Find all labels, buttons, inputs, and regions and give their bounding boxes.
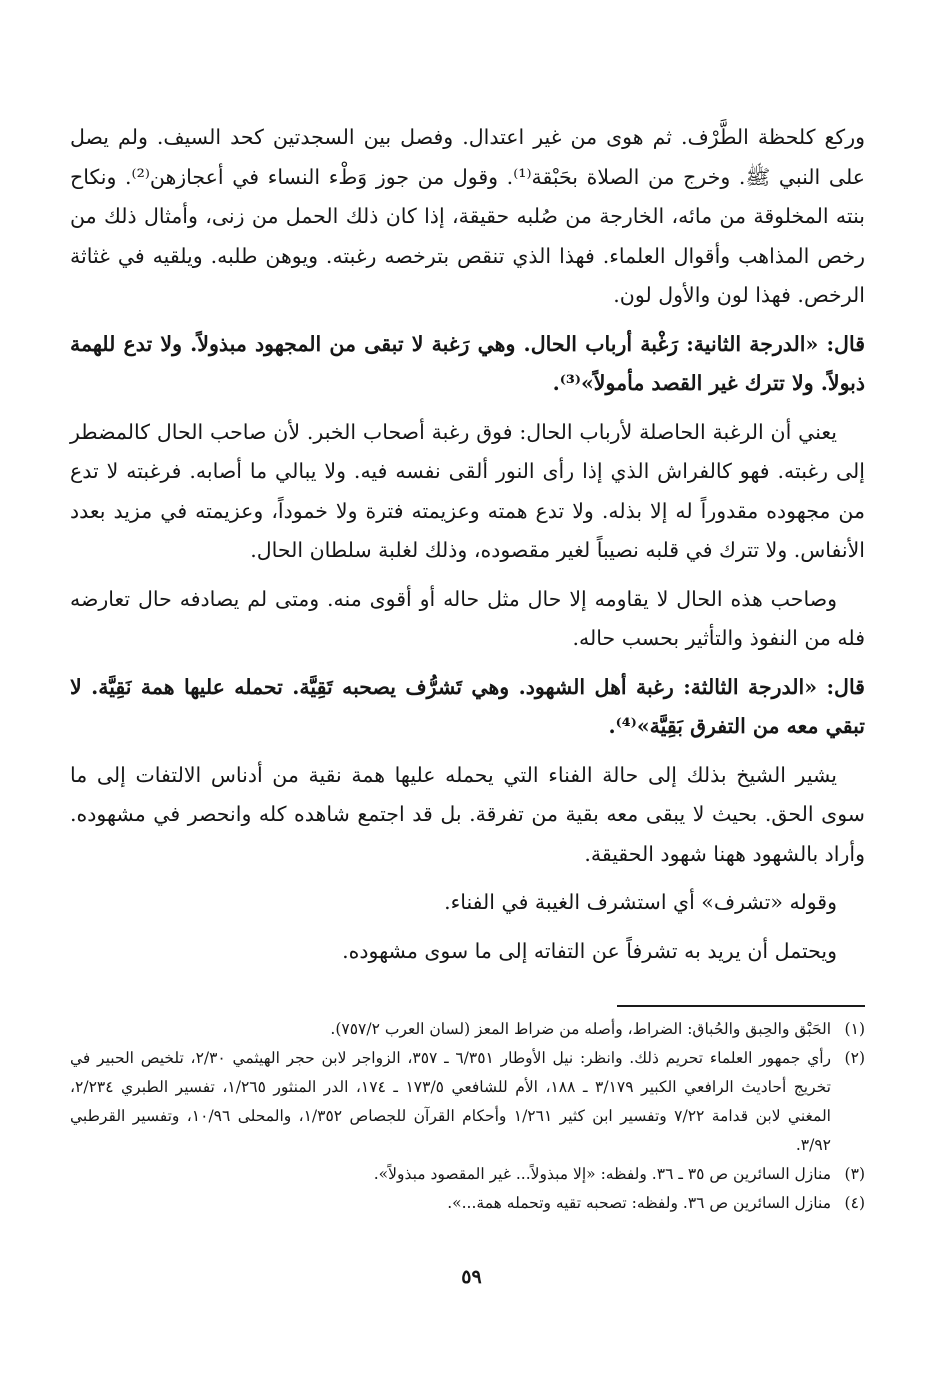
main-text xyxy=(70,118,865,971)
paragraph-3: يعني أن الرغبة الحاصلة لأرباب الحال: فوق رغبة أصحاب الخبر. لأن صاحب الحال كالمضطر إلى رغبته. فهو كالفراش الذي إذا رأى النور ألقى نفسه فيه. ولا يبالي ما أصابه. فرغبته لا تدع من مجهوده مقدوراً له إلا بذله. ولا تدع همته وعزيمته فترة ولا خموداً، وعزيمته في مزيد بعدد الأنفاس. ولا تترك في قلبه نصيباً لغير مقصوده، وذلك لغلبة سلطان الحال. xyxy=(70,419,865,562)
footnote-3 xyxy=(70,1160,865,1189)
footnote-number: (٣) xyxy=(844,1165,865,1183)
footnote-number: (٢) xyxy=(844,1049,865,1067)
footnote-text: رأي جمهور العلماء تحريم ذلك. وانظر: نيل الأوطار ٦/٣٥١ ـ ٣٥٧، الزواجر لابن حجر الهيثمي ٢/٣٠، تلخيص الحبير في تخريج أحاديث الرافعي الكبير ٣/١٧٩ ـ ١٨٨، الأم للشافعي ١٧٣/٥ ـ ١٧٤، الدر المنثور ١/٢٦٥، تفسير الطبري ٢/٢٣٤، المغني لابن قدامة ٧/٢٢ وتفسير ابن كثير ١/٢٦١ وأحكام القرآن للجصاص ١/٣٥٢، والمحلى ١٠/٩٦، وتفسير القرطبي ٣/٩٢. xyxy=(70,1049,831,1154)
paragraph-7: وقوله «تشرف» أي استشرف الغيبة في الفناء. xyxy=(444,890,837,914)
paragraph-1: وركع كلحظة الطَّرْف. ثم هوى من غير اعتدال. وفصل بين السجدتين كحد السيف. ولم يصل على النبي ﷺ. وخرج من الصلاة بحَبْقة⁽¹⁾. وقول من جوز وَطْء النساء في أعجازهن⁽²⁾. ونكاح بنته المخلوقة من مائه، الخارجة من صُلبه حقيقة، إذا كان ذلك الحمل من زنى، وأمثال ذلك من رخص المذاهب وأقوال العلماء. فهذا الذي تنقص بترخصه رغبته. ويوهن طلبه. ويلقيه في غثاثة الرخص. فهذا لون والأول لون. xyxy=(70,125,865,307)
footnote-separator xyxy=(617,1005,865,1007)
footnote-text: الحَبْق والحِبق والحُباق: الضراط، وأصله من ضراط المعز (لسان العرب ٧٥٧/٢). xyxy=(330,1020,831,1038)
quote-paragraph-5: قال: «الدرجة الثالثة: رغبة أهل الشهود. وهي تَشرُّف يصحبه تَقِيَّة. تحمله عليها همة نَقِيَّة. لا تبقي معه من التفرق بَقِيَّة»⁽⁴⁾. xyxy=(70,674,865,738)
page-number: ٥٩ xyxy=(461,1266,482,1288)
paragraph-8: ويحتمل أن يريد به تشرفاً عن التفاته إلى ما سوى مشهوده. xyxy=(342,938,837,963)
footnotes xyxy=(70,1015,865,1218)
quote-paragraph-2: قال: «الدرجة الثانية: رَغْبة أرباب الحال. وهي رَغبة لا تبقى من المجهود مبذولاً. ولا تدع للهمة ذبولاً. ولا تترك غير القصد مأمولاً»⁽³⁾. xyxy=(70,331,865,395)
footnote-number: (٤) xyxy=(844,1194,865,1212)
footnote-text: منازل السائرين ص ٣٦. ولفظه: تصحبه تقيه وتحمله همة...». xyxy=(447,1194,831,1212)
footnote-number: (١) xyxy=(844,1020,865,1038)
footnote-4 xyxy=(70,1189,865,1218)
footnote-2 xyxy=(70,1044,865,1160)
footnote-1 xyxy=(70,1015,865,1044)
paragraph-4: وصاحب هذه الحال لا يقاومه إلا حال مثل حاله أو أقوى منه. ومتى لم يصادفه حال تعارضه فله من النفوذ والتأثير بحسب حاله. xyxy=(70,586,865,650)
footnote-text: منازل السائرين ص ٣٥ ـ ٣٦. ولفظه: «إلا مبذولاً... غير المقصود مبذولاً». xyxy=(373,1165,831,1183)
paragraph-6: يشير الشيخ بذلك إلى حالة الفناء التي يحمله عليها همة نقية من أدناس الالتفات إلى ما سوى الحق. بحيث لا يبقى معه بقية من تفرقة. بل قد اجتمع شاهده كله وانحصر في مشهوده. وأراد بالشهود ههنا شهود الحقيقة. xyxy=(70,762,865,866)
